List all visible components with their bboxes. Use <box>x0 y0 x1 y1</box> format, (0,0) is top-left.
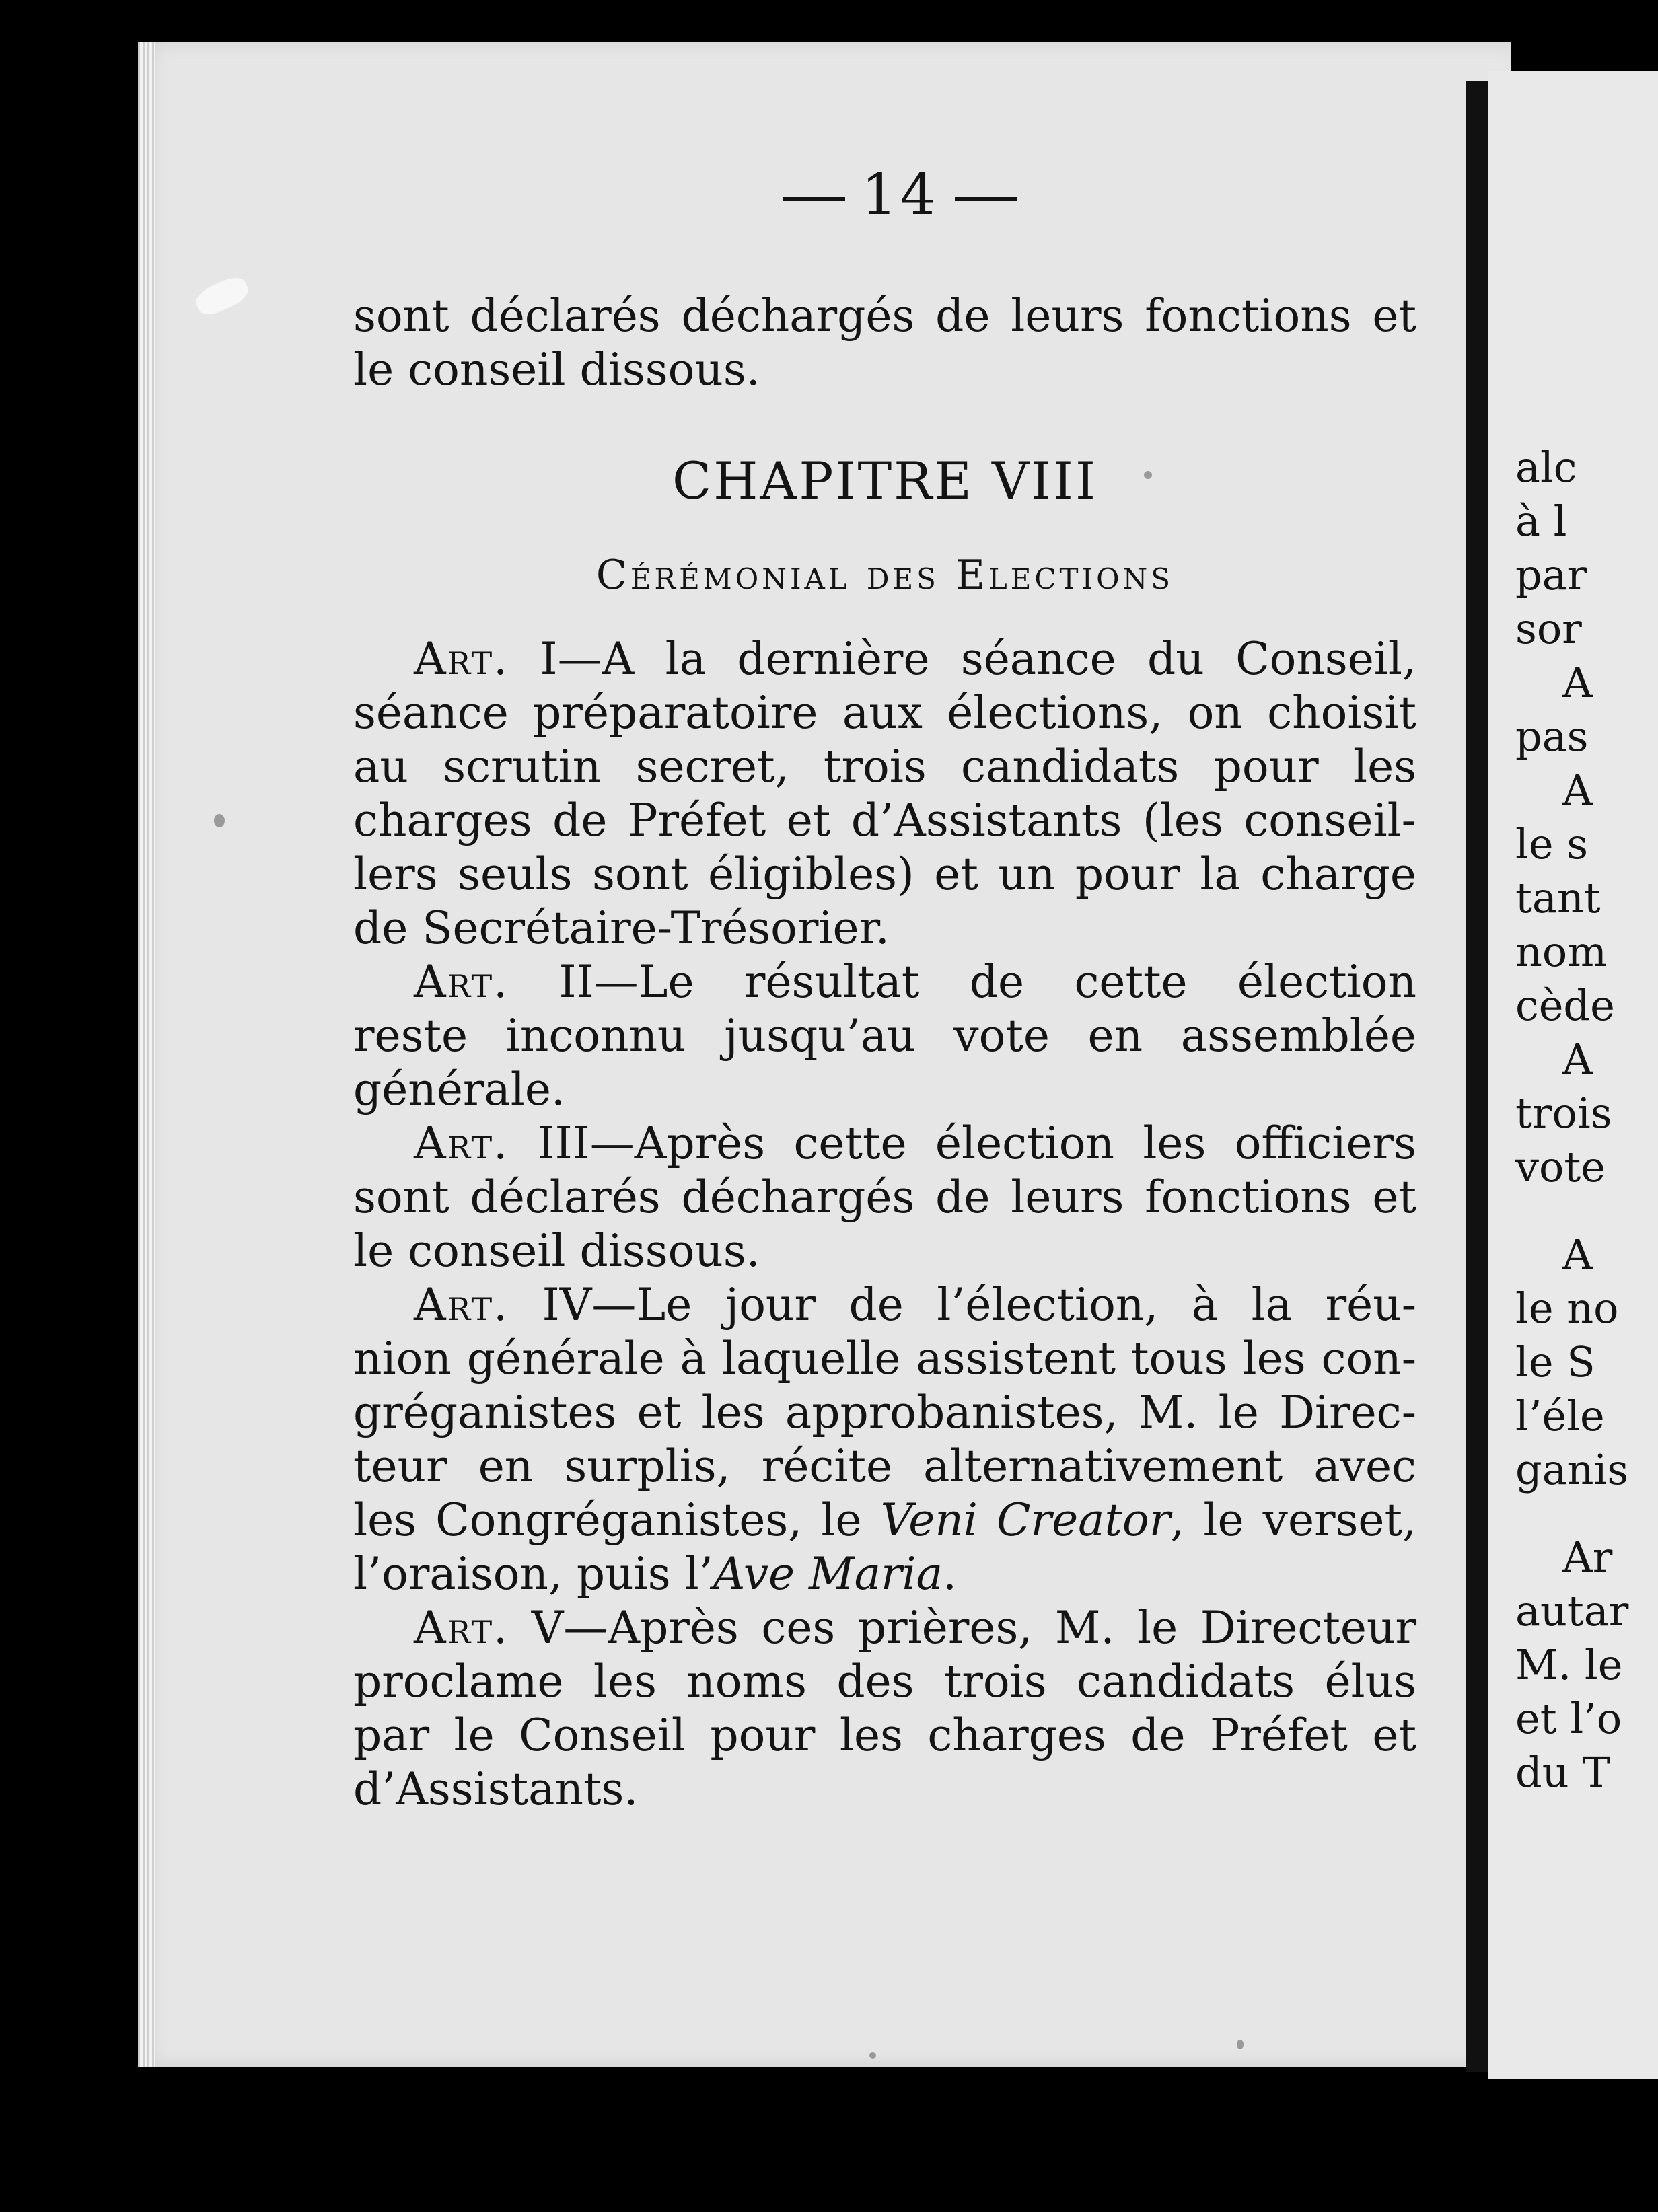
paper-speck <box>1237 2040 1244 2049</box>
continuation-line: sont déclarés déchargés de leurs fonctions et <box>353 290 1416 342</box>
right-page-text <box>1515 441 1658 1800</box>
right-fragment: le no <box>1515 1284 1619 1333</box>
book-gutter <box>1466 81 1488 2072</box>
right-fragment: alc <box>1515 443 1577 492</box>
article-line <box>353 632 1416 686</box>
right-fragment: autar <box>1515 1586 1629 1635</box>
article-line: nion générale à laquelle assistent tous les con- <box>353 1333 1416 1385</box>
article-line <box>353 1494 1416 1547</box>
right-fragment: A <box>1562 1230 1593 1279</box>
right-fragment: l’éle <box>1515 1391 1605 1440</box>
page-body <box>353 289 1416 1816</box>
article-text: V—Après ces prières, M. le Directeur <box>531 1602 1416 1654</box>
continuation-line: le conseil dissous. <box>353 344 760 396</box>
page-edge-shading <box>138 42 155 2067</box>
right-fragment: A <box>1562 766 1593 815</box>
article-text: , le verset, <box>1170 1494 1416 1546</box>
article-line <box>353 1117 1416 1171</box>
article-line <box>353 1547 1416 1601</box>
right-fragment: vote <box>1515 1142 1606 1191</box>
article-line: gréganistes et les approbanistes, M. le Direc- <box>353 1387 1416 1438</box>
article-label: Art. <box>414 633 509 685</box>
right-fragment: ganis <box>1515 1445 1629 1494</box>
spacer <box>1515 1194 1658 1228</box>
italic-title: Ave Maria <box>713 1548 943 1600</box>
right-fragment: M. le <box>1515 1640 1623 1689</box>
spacer <box>1515 1497 1658 1531</box>
page-number-dash-left <box>783 197 845 201</box>
right-fragment: le S <box>1515 1337 1595 1387</box>
right-fragment: trois <box>1515 1089 1612 1138</box>
article-label: Art. <box>414 1117 509 1169</box>
right-fragment <box>1515 1746 1658 1800</box>
right-fragment: pas <box>1515 712 1589 761</box>
article-line <box>353 955 1416 1009</box>
right-fragment: et l’o <box>1515 1694 1622 1743</box>
right-fragment: sor <box>1515 604 1582 653</box>
article-line: séance préparatoire aux élections, on choisit <box>353 687 1416 739</box>
page-number-text: 14 <box>861 161 939 227</box>
page-number-dash-right <box>955 197 1017 201</box>
article-line <box>353 1601 1416 1655</box>
article-line: par le Conseil pour les charges de Préfet et <box>353 1709 1416 1761</box>
right-fragment: nom <box>1515 927 1608 976</box>
article-text: IV—Le jour de l’élection, à la réu- <box>542 1279 1417 1331</box>
article-line: générale. <box>353 1064 565 1115</box>
article-line <box>353 1278 1416 1332</box>
right-fragment: tant <box>1515 873 1601 922</box>
article-label: Art. <box>414 1602 509 1654</box>
article-line: sont déclarés déchargés de leurs fonctions et <box>353 1171 1416 1223</box>
article-text: les Congréganistes, le <box>353 1494 881 1546</box>
article-text: I—A la dernière séance du Conseil, <box>540 633 1416 685</box>
right-fragment: le s <box>1515 819 1589 869</box>
article-label: Art. <box>414 956 509 1008</box>
article-text: l’oraison, puis l’ <box>353 1548 713 1600</box>
right-fragment: Ar <box>1562 1533 1613 1582</box>
article-line: proclame les noms des trois candidats élus <box>353 1656 1416 1707</box>
article-text: . <box>942 1548 957 1600</box>
right-fragment: cède <box>1515 981 1615 1030</box>
section-heading: Cérémonial des Elections <box>596 552 1174 599</box>
article-text: II—Le résultat de cette élection <box>558 956 1416 1008</box>
chapter-heading: CHAPITRE VIII <box>672 451 1097 511</box>
article-line: reste inconnu jusqu’au vote en assemblée <box>353 1010 1416 1062</box>
right-fragment: par <box>1515 550 1587 599</box>
right-fragment: A <box>1562 658 1593 707</box>
article-line: charges de Préfet et d’Assistants (les conseil- <box>353 795 1416 846</box>
article-line: au scrutin secret, trois candidats pour les <box>353 741 1416 792</box>
article-line: de Secrétaire-Trésorier. <box>353 902 890 954</box>
paper-speck <box>214 814 225 827</box>
article-line: teur en surplis, récite alternativement avec <box>353 1440 1416 1492</box>
right-fragment-text: du T <box>1515 1748 1610 1797</box>
article-label: Art. <box>414 1279 509 1331</box>
article-text: III—Après cette élection les officiers <box>537 1117 1416 1169</box>
article-line: lers seuls sont éligibles) et un pour la charge <box>353 848 1416 900</box>
article-line: le conseil dissous. <box>353 1225 760 1277</box>
right-page-partial <box>1488 71 1658 2079</box>
page-number <box>767 161 1033 227</box>
right-fragment: A <box>1562 1035 1593 1084</box>
italic-title: Veni Creator <box>880 1494 1171 1546</box>
paper-speck <box>869 2052 876 2059</box>
right-fragment: à l <box>1515 496 1567 546</box>
article-line: d’Assistants. <box>353 1763 639 1815</box>
